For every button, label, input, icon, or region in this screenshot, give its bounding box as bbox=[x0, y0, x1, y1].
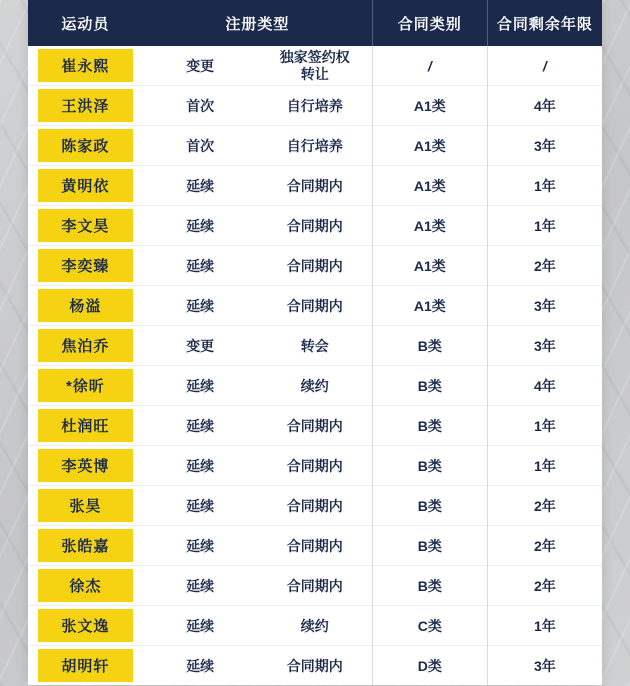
table-row bbox=[28, 486, 602, 526]
table-row bbox=[28, 326, 602, 366]
contract-category-cell: B类 bbox=[372, 486, 487, 526]
column-header-registration-type: 注册类型 bbox=[143, 0, 373, 46]
table-row bbox=[28, 126, 602, 166]
remaining-years-cell: 4年 bbox=[487, 366, 602, 406]
contract-category-cell: D类 bbox=[372, 646, 487, 686]
athlete-name-cell bbox=[28, 46, 143, 86]
contract-category-cell: B类 bbox=[372, 366, 487, 406]
remaining-years-cell: 4年 bbox=[487, 86, 602, 126]
registration-detail-cell: 转会 bbox=[258, 326, 373, 366]
remaining-years-cell: 2年 bbox=[487, 526, 602, 566]
athlete-name-cell bbox=[28, 366, 143, 406]
remaining-years-cell: 3年 bbox=[487, 126, 602, 166]
athlete-name-cell bbox=[28, 566, 143, 606]
athlete-name-chip: 胡明轩 bbox=[38, 649, 133, 682]
registration-detail-cell: 自行培养 bbox=[258, 86, 373, 126]
registration-type-cell: 延续 bbox=[143, 606, 258, 646]
remaining-years-cell: / bbox=[487, 46, 602, 86]
contract-category-cell: A1类 bbox=[372, 126, 487, 166]
registration-detail-cell: 合同期内 bbox=[258, 646, 373, 686]
athlete-name-cell bbox=[28, 286, 143, 326]
registration-type-cell: 变更 bbox=[143, 46, 258, 86]
registration-detail-cell: 合同期内 bbox=[258, 406, 373, 446]
registration-detail-cell: 续约 bbox=[258, 366, 373, 406]
registration-detail-cell: 独家签约权 转让 bbox=[258, 46, 373, 86]
athlete-name-cell bbox=[28, 406, 143, 446]
contract-category-cell: B类 bbox=[372, 326, 487, 366]
registration-detail-cell: 合同期内 bbox=[258, 286, 373, 326]
athlete-name-cell bbox=[28, 526, 143, 566]
registration-detail-cell: 续约 bbox=[258, 606, 373, 646]
column-header-contract-category: 合同类别 bbox=[372, 0, 487, 46]
athlete-name-chip: 李奕臻 bbox=[38, 249, 133, 282]
registration-table bbox=[28, 0, 602, 685]
athlete-name-chip: 张昊 bbox=[38, 489, 133, 522]
registration-detail-cell: 合同期内 bbox=[258, 486, 373, 526]
athlete-name-chip: 杨溢 bbox=[38, 289, 133, 322]
athlete-name-chip: *徐昕 bbox=[38, 369, 133, 402]
athlete-name-cell bbox=[28, 126, 143, 166]
registration-detail-cell: 合同期内 bbox=[258, 446, 373, 486]
athlete-name-chip: 李英博 bbox=[38, 449, 133, 482]
table-header bbox=[28, 0, 602, 46]
contract-category-cell: A1类 bbox=[372, 166, 487, 206]
registration-type-cell: 延续 bbox=[143, 246, 258, 286]
remaining-years-cell: 3年 bbox=[487, 286, 602, 326]
remaining-years-cell: 1年 bbox=[487, 166, 602, 206]
registration-type-cell: 延续 bbox=[143, 566, 258, 606]
registration-type-cell: 变更 bbox=[143, 326, 258, 366]
table-body bbox=[28, 46, 602, 685]
registration-type-cell: 延续 bbox=[143, 486, 258, 526]
athlete-name-cell bbox=[28, 606, 143, 646]
contract-category-cell: C类 bbox=[372, 606, 487, 646]
athlete-name-chip: 李文昊 bbox=[38, 209, 133, 242]
table-row bbox=[28, 406, 602, 446]
athlete-name-cell bbox=[28, 326, 143, 366]
contract-category-cell: A1类 bbox=[372, 206, 487, 246]
registration-detail-cell: 自行培养 bbox=[258, 126, 373, 166]
registration-type-cell: 延续 bbox=[143, 206, 258, 246]
athlete-name-chip: 徐杰 bbox=[38, 569, 133, 602]
athlete-name-chip: 杜润旺 bbox=[38, 409, 133, 442]
athlete-name-cell bbox=[28, 646, 143, 686]
column-header-remaining-years: 合同剩余年限 bbox=[496, 15, 593, 33]
table-row bbox=[28, 246, 602, 286]
athlete-name-cell bbox=[28, 246, 143, 286]
registration-detail-cell: 合同期内 bbox=[258, 246, 373, 286]
contract-category-cell: B类 bbox=[372, 406, 487, 446]
registration-type-cell: 延续 bbox=[143, 526, 258, 566]
registration-detail-cell: 合同期内 bbox=[258, 566, 373, 606]
contract-category-cell: A1类 bbox=[372, 86, 487, 126]
registration-type-cell: 首次 bbox=[143, 126, 258, 166]
registration-type-cell: 延续 bbox=[143, 406, 258, 446]
registration-type-cell: 首次 bbox=[143, 86, 258, 126]
table-row bbox=[28, 646, 602, 686]
remaining-years-cell: 1年 bbox=[487, 406, 602, 446]
athlete-name-chip: 陈家政 bbox=[38, 129, 133, 162]
remaining-years-cell: 3年 bbox=[487, 326, 602, 366]
contract-category-cell: A1类 bbox=[372, 246, 487, 286]
remaining-years-cell: 2年 bbox=[487, 486, 602, 526]
remaining-years-cell: 1年 bbox=[487, 446, 602, 486]
table-row bbox=[28, 46, 602, 86]
athlete-name-cell bbox=[28, 166, 143, 206]
athlete-name-chip: 焦泊乔 bbox=[38, 329, 133, 362]
registration-detail-cell: 合同期内 bbox=[258, 206, 373, 246]
registration-detail-cell: 合同期内 bbox=[258, 526, 373, 566]
remaining-years-cell: 1年 bbox=[487, 206, 602, 246]
athlete-name-chip: 张文逸 bbox=[38, 609, 133, 642]
table-row bbox=[28, 286, 602, 326]
remaining-years-cell: 2年 bbox=[487, 246, 602, 286]
registration-detail-cell: 合同期内 bbox=[258, 166, 373, 206]
contract-category-cell: B类 bbox=[372, 566, 487, 606]
athlete-name-chip: 崔永熙 bbox=[38, 49, 133, 82]
column-header-athlete: 运动员 bbox=[61, 15, 110, 33]
athlete-name-chip: 王洪泽 bbox=[38, 89, 133, 122]
table-row bbox=[28, 166, 602, 206]
table-row bbox=[28, 566, 602, 606]
athlete-name-cell bbox=[28, 446, 143, 486]
registration-type-cell: 延续 bbox=[143, 646, 258, 686]
table-row bbox=[28, 206, 602, 246]
contract-category-cell: B类 bbox=[372, 446, 487, 486]
registration-type-cell: 延续 bbox=[143, 166, 258, 206]
registration-table-container bbox=[28, 0, 602, 685]
registration-type-cell: 延续 bbox=[143, 286, 258, 326]
athlete-name-cell bbox=[28, 86, 143, 126]
table-header-row bbox=[28, 0, 602, 46]
contract-category-cell: A1类 bbox=[372, 286, 487, 326]
registration-type-cell: 延续 bbox=[143, 446, 258, 486]
remaining-years-cell: 3年 bbox=[487, 646, 602, 686]
remaining-years-cell: 1年 bbox=[487, 606, 602, 646]
athlete-name-chip: 张皓嘉 bbox=[38, 529, 133, 562]
contract-category-cell: / bbox=[372, 46, 487, 86]
athlete-name-chip: 黄明依 bbox=[38, 169, 133, 202]
remaining-years-cell: 2年 bbox=[487, 566, 602, 606]
table-row bbox=[28, 366, 602, 406]
table-row bbox=[28, 446, 602, 486]
table-row bbox=[28, 526, 602, 566]
registration-type-cell: 延续 bbox=[143, 366, 258, 406]
table-row bbox=[28, 606, 602, 646]
athlete-name-cell bbox=[28, 206, 143, 246]
athlete-name-cell bbox=[28, 486, 143, 526]
contract-category-cell: B类 bbox=[372, 526, 487, 566]
table-row bbox=[28, 86, 602, 126]
